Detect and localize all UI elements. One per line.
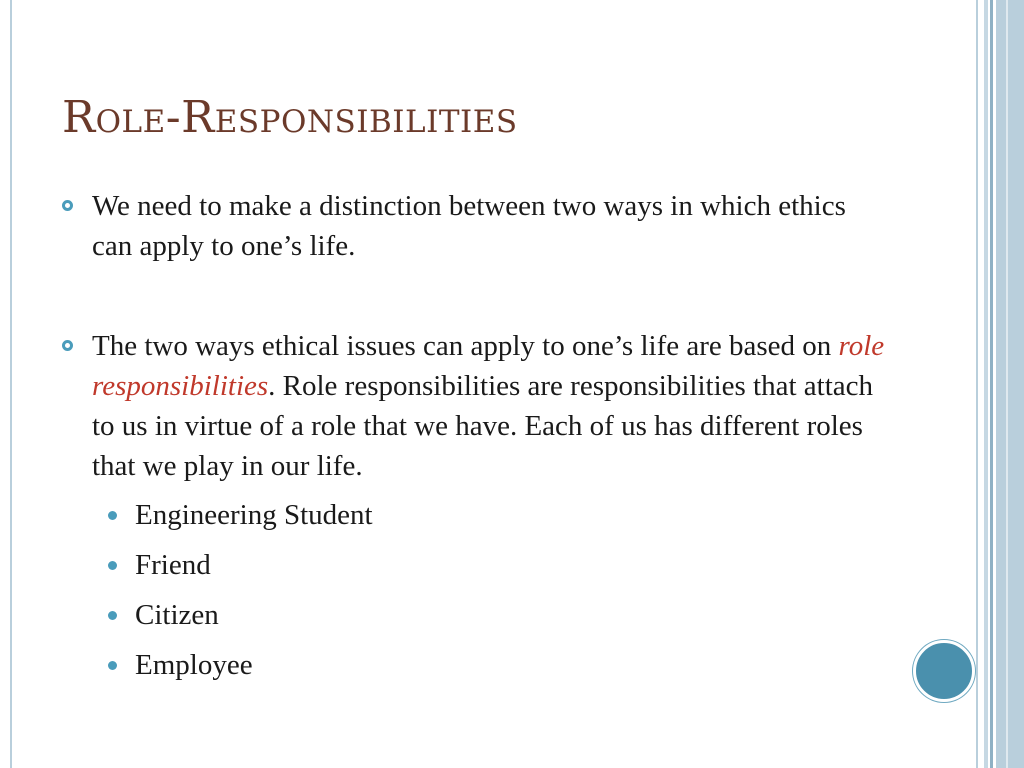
bullet-text-after: . Role responsibilities are responsibilities that attach to us in virtue of a role that we have. Each of us has different roles that we play in our life. xyxy=(92,370,873,482)
left-border-line xyxy=(10,0,12,768)
sub-bullet-text: Engineering Student xyxy=(135,499,373,531)
right-border-band xyxy=(996,0,1024,768)
dot-bullet-icon xyxy=(108,561,117,570)
right-border-line xyxy=(976,0,978,768)
dot-bullet-icon xyxy=(108,661,117,670)
sub-bullet-item xyxy=(92,640,892,690)
sub-bullet-item xyxy=(92,540,892,590)
slide-body xyxy=(62,186,892,690)
emphasized-term: role responsibilities xyxy=(92,330,885,402)
slide-title: Role-Responsibilities xyxy=(62,92,518,143)
circle-decoration-icon xyxy=(913,640,975,702)
ring-bullet-icon xyxy=(62,340,73,351)
bullet-item xyxy=(62,326,892,690)
bullet-item xyxy=(62,186,892,266)
sub-bullet-text: Friend xyxy=(135,549,211,581)
right-border-highlight xyxy=(1006,0,1008,768)
right-border-stripe-dark xyxy=(990,0,993,768)
sub-bullet-text: Employee xyxy=(135,649,253,681)
ring-bullet-icon xyxy=(62,200,73,211)
sub-bullet-item xyxy=(92,490,892,540)
sub-bullet-list xyxy=(92,490,892,690)
bullet-text-before: The two ways ethical issues can apply to one’s life are based on xyxy=(92,330,839,362)
dot-bullet-icon xyxy=(108,511,117,520)
bullet-text: We need to make a distinction between two ways in which ethics can apply to one’s life. xyxy=(92,190,846,262)
sub-bullet-text: Citizen xyxy=(135,599,219,631)
right-border-stripe xyxy=(984,0,988,768)
dot-bullet-icon xyxy=(108,611,117,620)
sub-bullet-item xyxy=(92,590,892,640)
